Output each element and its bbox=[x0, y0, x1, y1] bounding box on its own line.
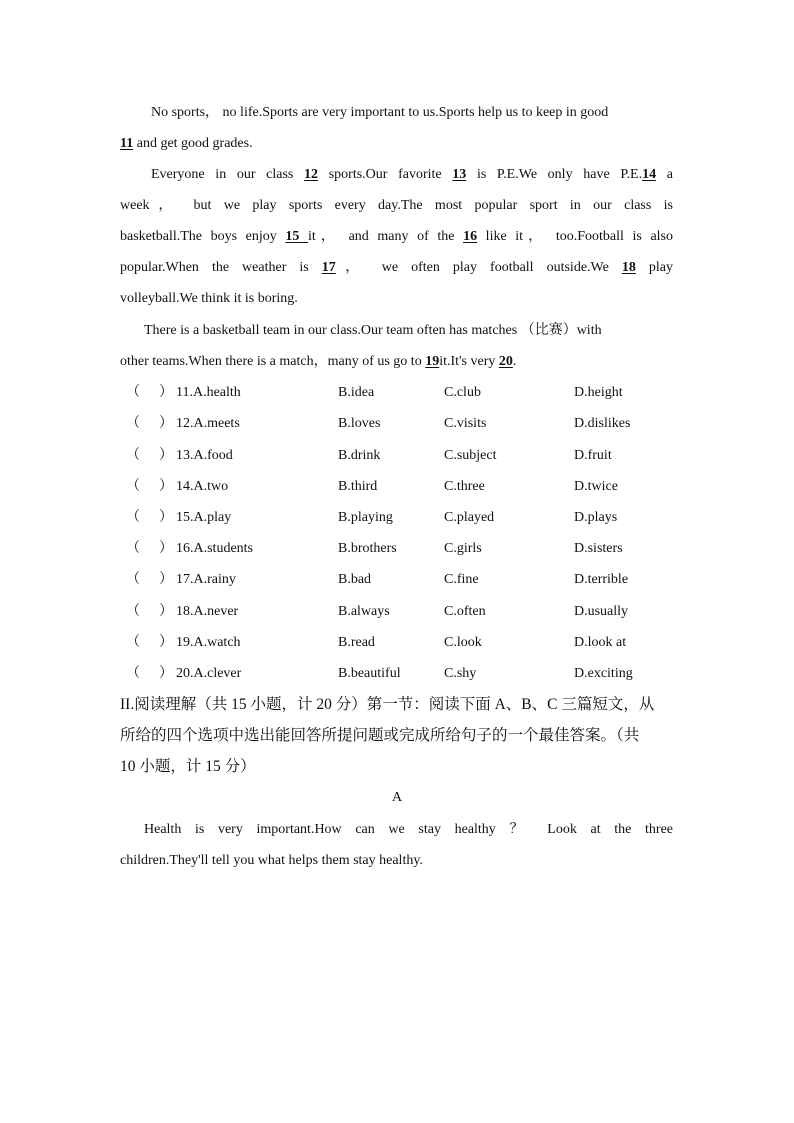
answer-paren-close: ） bbox=[159, 448, 173, 463]
passage-a-intro bbox=[120, 814, 673, 876]
option-d: D.sisters bbox=[574, 541, 623, 556]
question-row bbox=[126, 602, 686, 622]
option-a: 19.A.watch bbox=[176, 635, 241, 650]
blank-14: 14 bbox=[642, 167, 657, 182]
answer-paren-open: （ bbox=[126, 666, 140, 681]
option-c: C.club bbox=[444, 385, 481, 400]
blank-17: 17 bbox=[321, 260, 336, 275]
question-row bbox=[126, 446, 686, 466]
blank-15: 15 bbox=[285, 229, 308, 244]
option-c: C.girls bbox=[444, 541, 482, 556]
passage-line: Health is very important.How can we stay healthy ？ Look at the three bbox=[144, 822, 673, 837]
section-heading bbox=[120, 689, 674, 782]
option-d: D.height bbox=[574, 385, 623, 400]
answer-paren-close: ） bbox=[159, 510, 173, 525]
passage-line: basketball.The boys enjoy 15 it， and many of the 16 like it， too.Football is also bbox=[120, 229, 674, 244]
option-b: B.always bbox=[338, 604, 390, 619]
answer-paren-open: （ bbox=[126, 385, 140, 400]
option-c: C.fine bbox=[444, 572, 479, 587]
option-c: C.three bbox=[444, 479, 485, 494]
answer-paren-open: （ bbox=[126, 416, 140, 431]
passage-paragraph-2 bbox=[120, 159, 673, 314]
answer-paren-open: （ bbox=[126, 510, 140, 525]
option-a: 11.A.health bbox=[176, 385, 241, 400]
option-b: B.read bbox=[338, 635, 375, 650]
option-d: D.plays bbox=[574, 510, 618, 525]
passage-line: Everyone in our class 12 sports.Our favorite 13 is P.E.We only have P.E.14 a bbox=[151, 167, 673, 182]
passage-a-title: A bbox=[391, 790, 403, 805]
question-row bbox=[126, 539, 686, 559]
blank-12: 12 bbox=[304, 167, 319, 182]
passage-line: volleyball.We think it is boring. bbox=[120, 291, 298, 306]
question-row bbox=[126, 664, 686, 684]
answer-paren-close: ） bbox=[159, 385, 173, 400]
section-heading-line: 所给的四个选项中选出能回答所提问题或完成所给句子的一个最佳答案。（共 bbox=[120, 727, 640, 744]
option-c: C.look bbox=[444, 635, 482, 650]
passage-line: There is a basketball team in our class.Our team often has matches （比赛）with bbox=[144, 323, 602, 338]
passage-line: popular.When the weather is 17， we often play football outside.We 18 play bbox=[120, 260, 673, 275]
passage-line: other teams.When there is a match，many of us go to 19it.It's very 20. bbox=[120, 354, 517, 369]
option-d: D.twice bbox=[574, 479, 618, 494]
passage-line: children.They'll tell you what helps them stay healthy. bbox=[120, 853, 423, 868]
answer-paren-open: （ bbox=[126, 572, 140, 587]
blank-20: 20 bbox=[498, 354, 513, 369]
option-d: D.terrible bbox=[574, 572, 629, 587]
answer-paren-close: ） bbox=[159, 479, 173, 494]
option-a: 17.A.rainy bbox=[176, 572, 236, 587]
question-row bbox=[126, 383, 686, 403]
option-a: 18.A.never bbox=[176, 604, 239, 619]
answer-paren-close: ） bbox=[159, 572, 173, 587]
option-b: B.idea bbox=[338, 385, 375, 400]
option-c: C.visits bbox=[444, 416, 487, 431]
blank-16: 16 bbox=[463, 229, 478, 244]
answer-paren-close: ） bbox=[159, 666, 173, 681]
answer-paren-open: （ bbox=[126, 448, 140, 463]
option-a: 20.A.clever bbox=[176, 666, 242, 681]
passage-line: No sports， no life.Sports are very important to us.Sports help us to keep in good bbox=[151, 105, 609, 120]
answer-paren-close: ） bbox=[159, 541, 173, 556]
answer-paren-open: （ bbox=[126, 635, 140, 650]
option-a: 13.A.food bbox=[176, 448, 233, 463]
option-c: C.subject bbox=[444, 448, 497, 463]
answer-paren-close: ） bbox=[159, 416, 173, 431]
passage-paragraph-3 bbox=[120, 315, 673, 377]
passage-line: 11 and get good grades. bbox=[120, 136, 253, 151]
answer-paren-close: ） bbox=[159, 635, 173, 650]
option-d: D.exciting bbox=[574, 666, 633, 681]
blank-19: 19 bbox=[425, 354, 440, 369]
question-row bbox=[126, 508, 686, 528]
option-b: B.bad bbox=[338, 572, 372, 587]
option-b: B.beautiful bbox=[338, 666, 401, 681]
question-row bbox=[126, 414, 686, 434]
option-c: C.played bbox=[444, 510, 495, 525]
question-row bbox=[126, 570, 686, 590]
option-b: B.third bbox=[338, 479, 378, 494]
passage-line: week， but we play sports every day.The most popular sport in our class is bbox=[120, 198, 673, 213]
section-heading-line: 10 小题，计 15 分） bbox=[120, 758, 256, 775]
blank-13: 13 bbox=[452, 167, 467, 182]
option-b: B.playing bbox=[338, 510, 393, 525]
option-a: 15.A.play bbox=[176, 510, 232, 525]
option-b: B.loves bbox=[338, 416, 381, 431]
option-a: 12.A.meets bbox=[176, 416, 240, 431]
section-heading-line: II.阅读理解（共 15 小题，计 20 分）第一节：阅读下面 A、B、C 三篇短文，从 bbox=[120, 696, 655, 713]
question-row bbox=[126, 633, 686, 653]
question-row bbox=[126, 477, 686, 497]
option-d: D.usually bbox=[574, 604, 629, 619]
answer-paren-open: （ bbox=[126, 604, 140, 619]
option-d: D.look at bbox=[574, 635, 627, 650]
option-a: 14.A.two bbox=[176, 479, 229, 494]
option-d: D.fruit bbox=[574, 448, 612, 463]
option-a: 16.A.students bbox=[176, 541, 253, 556]
answer-paren-open: （ bbox=[126, 541, 140, 556]
option-b: B.drink bbox=[338, 448, 381, 463]
blank-18: 18 bbox=[621, 260, 636, 275]
answer-paren-close: ） bbox=[159, 604, 173, 619]
passage-paragraph-1 bbox=[120, 97, 673, 159]
option-c: C.often bbox=[444, 604, 486, 619]
blank-11: 11 bbox=[120, 136, 134, 151]
option-d: D.dislikes bbox=[574, 416, 631, 431]
option-b: B.brothers bbox=[338, 541, 397, 556]
option-c: C.shy bbox=[444, 666, 477, 681]
answer-paren-open: （ bbox=[126, 479, 140, 494]
